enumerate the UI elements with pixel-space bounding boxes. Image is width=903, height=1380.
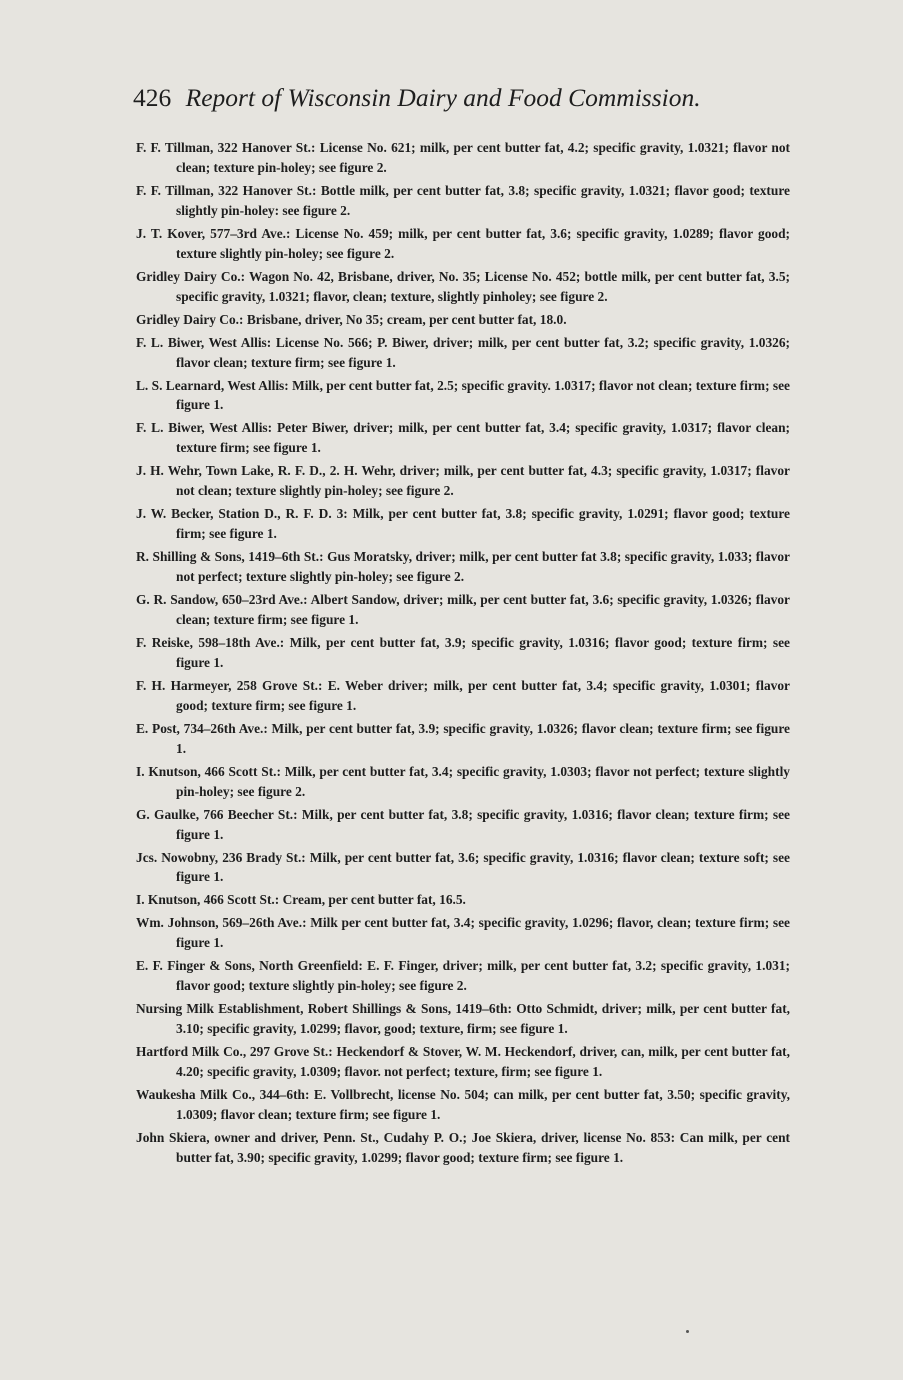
entry: Waukesha Milk Co., 344–6th: E. Vollbrecht, license No. 504; can milk, per cent butter fat, 3.50; specific gravity, 1.0309; flavor clean; texture firm; see figure 1.	[136, 1087, 790, 1122]
entry: Gridley Dairy Co.: Wagon No. 42, Brisbane, driver, No. 35; License No. 452; bottle milk, per cent butter fat, 3.5; specific gravity, 1.0321; flavor, clean; texture, slightly pinholey; see figure 2.	[136, 268, 790, 304]
entry: E. F. Finger & Sons, North Greenfield: E. F. Finger, driver; milk, per cent butter fat, 3.2; specific gravity, 1.031; flavor good; texture slightly pin-holey; see figure 2.	[136, 958, 790, 994]
entry: J. T. Kover, 577–3rd Ave.: License No. 459; milk, per cent butter fat, 3.6; specific gravity, 1.0289; flavor good; texture slightly pin-holey; see figure 2.	[136, 225, 790, 261]
entry: Jcs. Nowobny, 236 Brady St.: Milk, per cent butter fat, 3.6; specific gravity, 1.0316; flavor clean; texture soft; see figure 1.	[136, 849, 790, 885]
entry: Nursing Milk Establishment, Robert Shillings & Sons, 1419–6th: Otto Schmidt, driver; milk, per cent butter fat, 3.10; specific gravity, 1.0299; flavor, good; texture, firm; see figure 1.	[136, 1001, 790, 1037]
entry: R. Shilling & Sons, 1419–6th St.: Gus Moratsky, driver; milk, per cent butter fat 3.8; specific gravity, 1.033; flavor not perfect; texture slightly pin-holey; see figure 2.	[136, 549, 790, 585]
entry: J. W. Becker, Station D., R. F. D. 3: Milk, per cent butter fat, 3.8; specific gravity, 1.0291; flavor good; texture firm; see figure 1.	[136, 506, 790, 542]
entry: F. F. Tillman, 322 Hanover St.: License No. 621; milk, per cent butter fat, 4.2; specific gravity, 1.0321; flavor not clean; texture pin-holey; see figure 2.	[136, 140, 790, 175]
entry: F. Reiske, 598–18th Ave.: Milk, per cent butter fat, 3.9; specific gravity, 1.0316; flavor good; texture firm; see figure 1.	[136, 634, 790, 670]
entry: F. L. Biwer, West Allis: License No. 566; P. Biwer, driver; milk, per cent butter fat, 3.2; specific gravity, 1.0326; flavor clean; texture firm; see figure 1.	[136, 334, 790, 370]
entry: Hartford Milk Co., 297 Grove St.: Heckendorf & Stover, W. M. Heckendorf, driver, can, milk, per cent butter fat, 4.20; specific gravity, 1.0309; flavor. not perfect; texture, firm; see figure 1.	[136, 1044, 790, 1080]
entry: F. F. Tillman, 322 Hanover St.: Bottle milk, per cent butter fat, 3.8; specific gravity, 1.0321; flavor good; texture slightly pin-holey: see figure 2.	[136, 182, 790, 218]
entry: Gridley Dairy Co.: Brisbane, driver, No 35; cream, per cent butter fat, 18.0.	[136, 311, 567, 327]
entry: I. Knutson, 466 Scott St.: Cream, per cent butter fat, 16.5.	[136, 892, 466, 908]
entry: John Skiera, owner and driver, Penn. St., Cudahy P. O.; Joe Skiera, driver, license No. 853: Can milk, per cent butter fat, 3.90; specific gravity, 1.0299; flavor good; texture firm; see figure 1.	[136, 1129, 790, 1165]
entry: I. Knutson, 466 Scott St.: Milk, per cent butter fat, 3.4; specific gravity, 1.0303; flavor not perfect; texture slightly pin-holey; see figure 2.	[136, 763, 790, 799]
page-number: 426	[133, 83, 172, 112]
entry: J. H. Wehr, Town Lake, R. F. D., 2. H. Wehr, driver; milk, per cent butter fat, 4.3; specific gravity, 1.0317; flavor not clean; texture slightly pin-holey; see figure 2.	[136, 463, 790, 499]
entry: Wm. Johnson, 569–26th Ave.: Milk per cent butter fat, 3.4; specific gravity, 1.0296; flavor, clean; texture firm; see figure 1.	[136, 915, 790, 951]
page-header	[133, 80, 773, 116]
entry: E. Post, 734–26th Ave.: Milk, per cent butter fat, 3.9; specific gravity, 1.0326; flavor clean; texture firm; see figure 1.	[136, 720, 790, 756]
entry: F. L. Biwer, West Allis: Peter Biwer, driver; milk, per cent butter fat, 3.4; specific gravity, 1.0317; flavor clean; texture firm; see figure 1.	[136, 420, 790, 456]
entry: G. R. Sandow, 650–23rd Ave.: Albert Sandow, driver; milk, per cent butter fat, 3.6; specific gravity, 1.0326; flavor clean; texture firm; see figure 1.	[136, 592, 790, 627]
running-title: Report of Wisconsin Dairy and Food Commission.	[185, 83, 701, 112]
entry: L. S. Learnard, West Allis: Milk, per cent butter fat, 2.5; specific gravity. 1.0317; flavor not clean; texture firm; see figure 1.	[136, 377, 790, 413]
entry: G. Gaulke, 766 Beecher St.: Milk, per cent butter fat, 3.8; specific gravity, 1.0316; flavor clean; texture firm; see figure 1.	[136, 806, 790, 842]
print-speck	[686, 1330, 689, 1333]
entry: F. H. Harmeyer, 258 Grove St.: E. Weber driver; milk, per cent butter fat, 3.4; specific gravity, 1.0301; flavor good; texture firm; see figure 1.	[136, 677, 790, 713]
inspection-entries	[136, 138, 790, 1171]
